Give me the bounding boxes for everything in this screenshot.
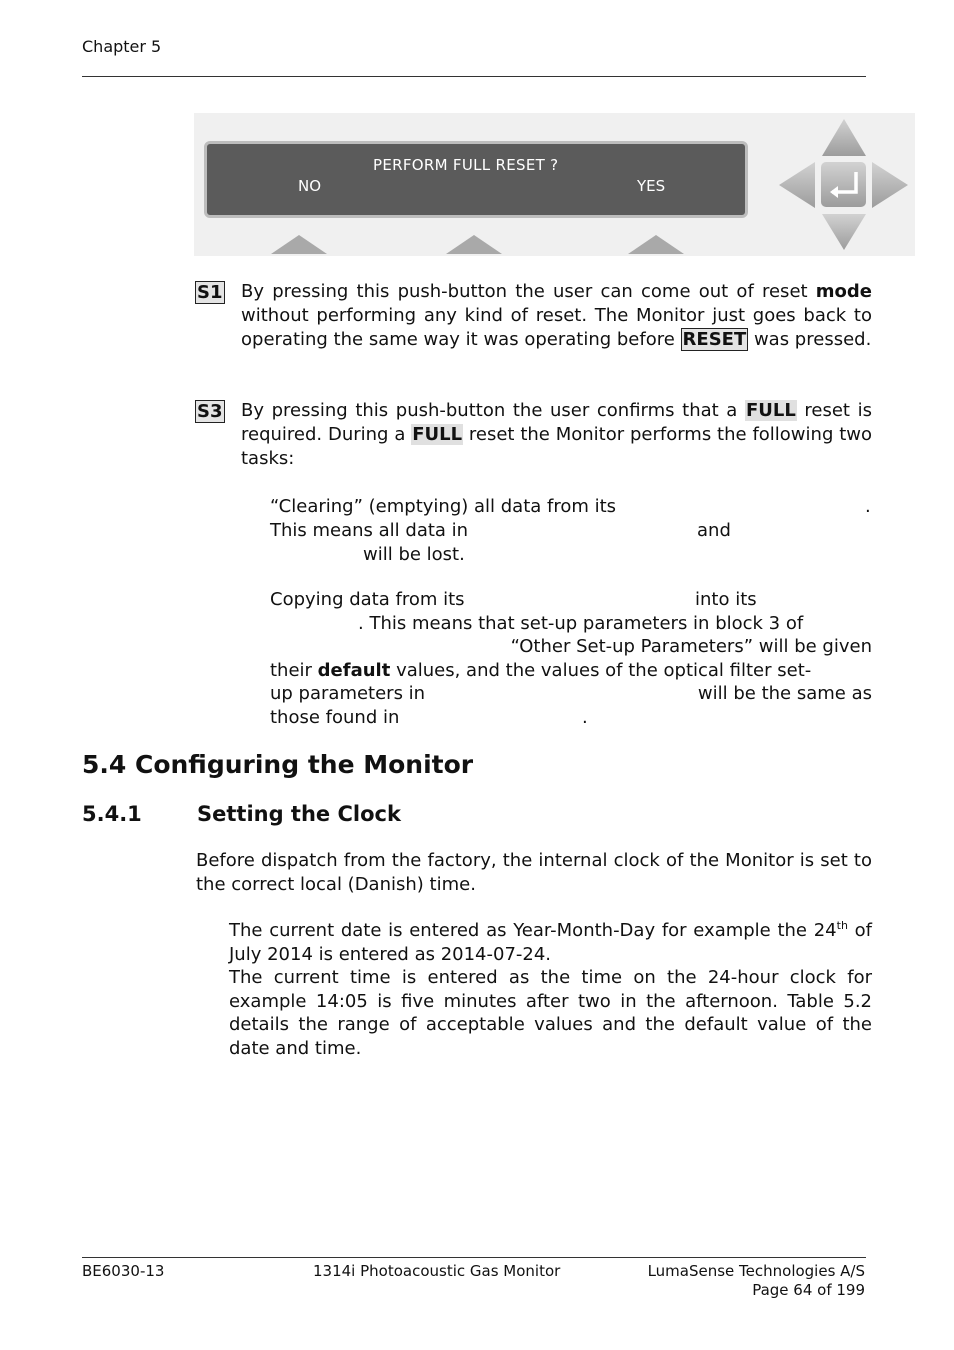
left-arrow-icon[interactable] [779,162,815,208]
subsection-title: Setting the Clock [197,802,401,826]
footer-rule [82,1257,866,1258]
footer-company: LumaSense Technologies A/S [647,1262,865,1280]
s1-description: By pressing this push-button the user can come out of reset mode without performing any kind of reset. The Monitor just goes back to operating the same way it was operating before RESET was pressed. [241,281,872,350]
soft-key-2-icon[interactable] [446,235,502,254]
footer-product: 1314i Photoacoustic Gas Monitor [313,1262,561,1280]
s1-key-label: S1 [197,282,223,303]
s3-key-label: S3 [197,401,223,422]
clock-time-paragraph: The current time is entered as the time on the 24-hour clock for example 14:05 is five minutes after two in the afternoon. Table 5.2 details the range of acceptable values and the default value of the date and time. [229,967,872,1059]
navigation-keypad [774,116,914,254]
subsection-number: 5.4.1 [82,802,142,826]
s3-description: By pressing this push-button the user confirms that a FULL reset is required. During a FULL reset the Monitor performs the following two tasks: [241,400,872,469]
soft-key-3-icon[interactable] [628,235,684,254]
chapter-header: Chapter 5 [82,37,162,56]
lcd-no-option: NO [298,177,322,195]
lcd-display [204,141,748,218]
down-arrow-icon[interactable] [822,214,866,250]
enter-key-icon[interactable] [821,162,866,207]
reset-key-label: RESET [682,329,747,350]
footer-doc-id: BE6030-13 [82,1262,165,1280]
clock-intro-paragraph: Before dispatch from the factory, the internal clock of the Monitor is set to the correct local (Danish) time. [196,850,872,895]
header-rule [82,76,866,77]
footer-page-number: Page 64 of 199 [752,1281,865,1299]
section-heading: 5.4 Configuring the Monitor [82,750,474,779]
lcd-yes-option: YES [637,177,666,195]
right-arrow-icon[interactable] [872,162,908,208]
clock-date-paragraph: The current date is entered as Year-Month-Day for example the 24th of July 2014 is entered as 2014-07-24. [229,919,873,965]
up-arrow-icon[interactable] [822,119,866,156]
task-1-clearing: “Clearing” (emptying) all data from its . This means all data in and will be lost. [270,496,871,565]
full-label-1: FULL [745,400,796,421]
full-label-2: FULL [412,424,463,445]
lcd-prompt: PERFORM FULL RESET ? [373,156,559,174]
soft-key-1-icon[interactable] [271,235,327,254]
task-2-copying: Copying data from its into its . This means that set-up parameters in block 3 of “Other Set-up Parameters” will be given their default values, and the values of the optical filter set- up parameters in will be the same as those found in . [270,589,872,728]
